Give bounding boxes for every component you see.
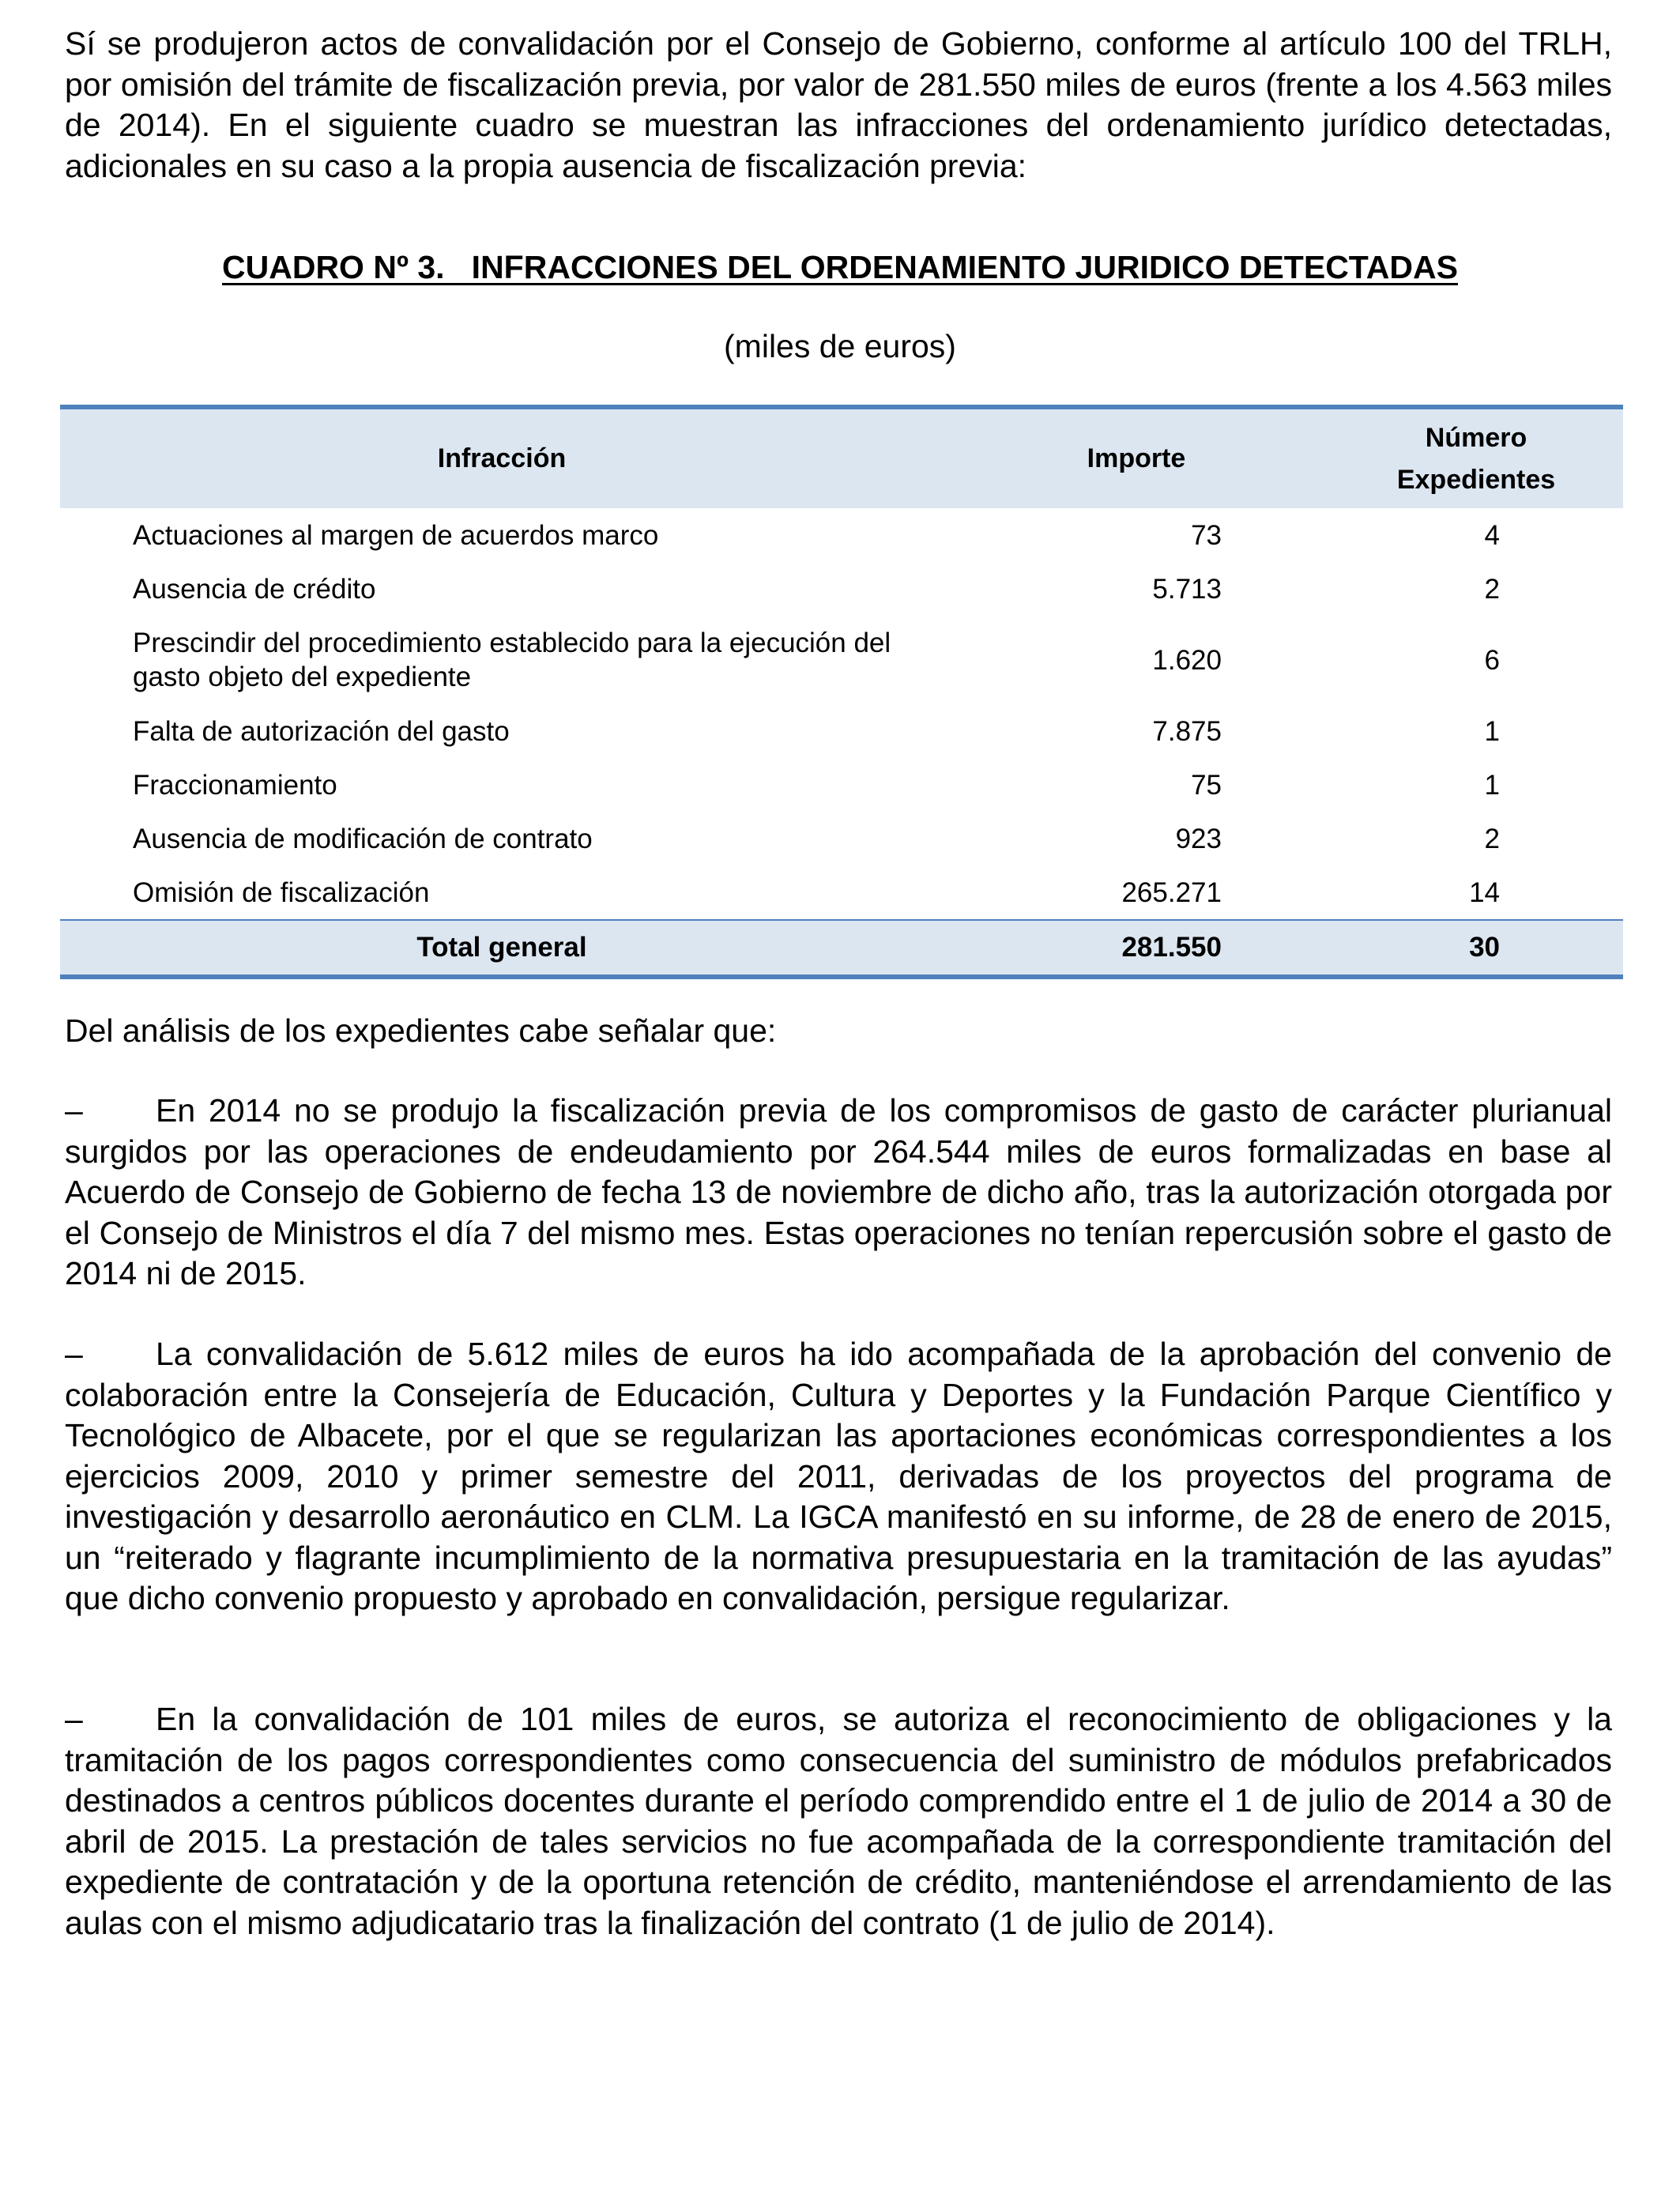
total-importe: 281.550 bbox=[944, 920, 1329, 977]
row-numero: 2 bbox=[1484, 823, 1500, 854]
row-numero: 1 bbox=[1484, 769, 1500, 801]
row-numero: 14 bbox=[1469, 876, 1500, 908]
total-numero: 30 bbox=[1329, 920, 1623, 977]
total-label: Total general bbox=[60, 920, 944, 977]
row-importe: 1.620 bbox=[1152, 644, 1222, 676]
dash-bullet-icon: – bbox=[65, 1336, 83, 1372]
table-row bbox=[60, 508, 1623, 562]
dash-bullet-icon: – bbox=[65, 1701, 83, 1737]
table-row bbox=[60, 758, 1623, 812]
bullet-text: La convalidación de 5.612 miles de euros ha ido acompañada de la aprobación del convenio de colaboración entre la Consejería de Educación, Cultura y Deportes y la Fundación Parque Científico y Tecnológico de Albacete, por el que se regularizan las aportaciones económicas correspondientes a los ejercicios 2009, 2010 y primer semestre del 2011, derivadas de los proyectos del programa de investigación y desarrollo aeronáutico en CLM. La IGCA manifestó en su informe, de 28 de enero de 2015, un “reiterado y flagrante incumplimiento de la normativa presupuestaria en la tramitación de las ayudas” que dicho convenio propuesto y aprobado en convalidación, persigue regularizar. bbox=[65, 1336, 1612, 1616]
row-numero: 1 bbox=[1484, 715, 1500, 747]
header-infraccion: Infracción bbox=[60, 407, 944, 508]
bullet-paragraph bbox=[65, 1334, 1612, 1619]
table-row bbox=[60, 865, 1623, 920]
bullet-paragraph bbox=[65, 1699, 1612, 1943]
row-importe: 7.875 bbox=[1152, 715, 1222, 747]
row-infraccion: Ausencia de modificación de contrato bbox=[133, 823, 593, 854]
table-subtitle: (miles de euros) bbox=[724, 328, 956, 364]
table-row bbox=[60, 812, 1623, 865]
row-infraccion: Ausencia de crédito bbox=[133, 573, 376, 605]
intro-paragraph: Sí se produjeron actos de convalidación por el Consejo de Gobierno, conforme al artículo 100 del TRLH, por omisión del trámite de fiscalización previa, por valor de 281.550 miles de euros (frente a los 4.563 miles de 2014). En el siguiente cuadro se muestran las infracciones del ordenamiento jurídico detectadas, adicionales en su caso a la propia ausencia de fiscalización previa: bbox=[65, 25, 1612, 184]
row-importe: 923 bbox=[1175, 823, 1222, 854]
row-importe: 73 bbox=[1191, 519, 1222, 551]
row-importe: 5.713 bbox=[1152, 573, 1222, 605]
table-total-row bbox=[60, 920, 1623, 977]
dash-bullet-icon: – bbox=[65, 1092, 83, 1129]
bullet-text: En 2014 no se produjo la fiscalización previa de los compromisos de gasto de carácter plurianual surgidos por las operaciones de endeudamiento por 264.544 miles de euros formalizadas en base al Acuerdo de Consejo de Gobierno de fecha 13 de noviembre de dicho año, tras la autorización otorgada por el Consejo de Ministros el día 7 del mismo mes. Estas operaciones no tenían repercusión sobre el gasto de 2014 ni de 2015. bbox=[65, 1092, 1612, 1291]
bullet-text: En la convalidación de 101 miles de euros, se autoriza el reconocimiento de obligaciones y la tramitación de los pagos correspondientes como consecuencia del suministro de módulos prefabricados destinados a centros públicos docentes durante el período comprendido entre el 1 de julio de 2014 a 30 de abril de 2015. La prestación de tales servicios no fue acompañada de la correspondiente tramitación del expediente de contratación y de la oportuna retención de crédito, manteniéndose el arrendamiento de las aulas con el mismo adjudicatario tras la finalización del contrato (1 de julio de 2014). bbox=[65, 1701, 1612, 1941]
header-importe: Importe bbox=[944, 407, 1329, 508]
row-infraccion: Actuaciones al margen de acuerdos marco bbox=[133, 519, 659, 551]
row-importe: 75 bbox=[1191, 769, 1222, 801]
row-numero: 4 bbox=[1484, 519, 1500, 551]
row-infraccion: Omisión de fiscalización bbox=[133, 876, 430, 908]
table-header-row bbox=[60, 407, 1623, 508]
row-infraccion: Fraccionamiento bbox=[133, 769, 337, 801]
infractions-table bbox=[60, 405, 1623, 979]
table-row bbox=[60, 704, 1623, 758]
row-numero: 2 bbox=[1484, 573, 1500, 605]
bullet-paragraph bbox=[65, 1091, 1612, 1295]
row-infraccion: Prescindir del procedimiento establecido para la ejecución del gasto objeto del expediente bbox=[133, 628, 891, 692]
table-title bbox=[0, 247, 1680, 288]
table-row bbox=[60, 562, 1623, 616]
table-row bbox=[60, 616, 1623, 704]
table-title-text: CUADRO Nº 3. INFRACCIONES DEL ORDENAMIENTO JURIDICO DETECTADAS bbox=[222, 249, 1458, 285]
analysis-intro: Del análisis de los expedientes cabe señalar que: bbox=[65, 1012, 777, 1049]
row-importe: 265.271 bbox=[1121, 876, 1222, 908]
row-infraccion: Falta de autorización del gasto bbox=[133, 715, 510, 747]
header-numero-line1: Número bbox=[1425, 422, 1527, 453]
row-numero: 6 bbox=[1484, 644, 1500, 676]
header-numero-expedientes bbox=[1329, 407, 1623, 508]
header-numero-line2: Expedientes bbox=[1396, 464, 1556, 495]
